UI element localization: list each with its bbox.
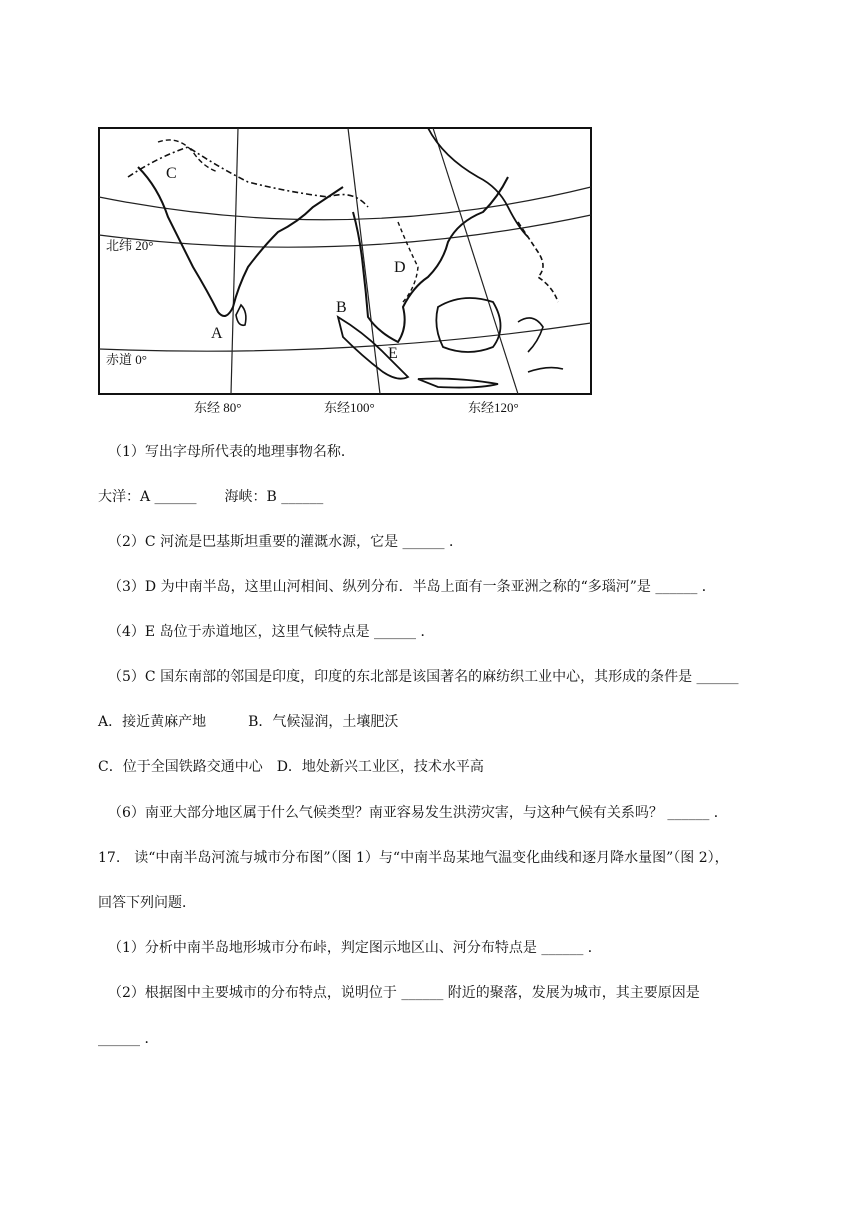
q4-text: （4）E 岛位于赤道地区，这里气候特点是 ______ ． [108, 624, 435, 640]
q17-1-text: （1）分析中南半岛地形城市分布峠，判定图示地区山、河分布特点是 ______ ． [108, 940, 602, 956]
lat-20-label: 北纬 20° [106, 238, 154, 253]
letter-a: A [211, 325, 223, 342]
letter-c: C [166, 165, 177, 182]
equator-label: 赤道 0° [106, 352, 147, 367]
lon-120-label: 东经120° [468, 400, 519, 415]
q2-text: （2）C 河流是巴基斯坦重要的灌溉水源，它是 ______ ． [108, 534, 463, 550]
asia-map-figure [98, 127, 592, 415]
q1-text: （1）写出字母所代表的地理事物名称． [108, 444, 355, 460]
letter-b: B [336, 299, 347, 316]
q1-answer-line: 大洋：A ______ 海峡：B ______ [98, 489, 324, 505]
letter-e: E [388, 345, 398, 362]
q5-text: （5）C 国东南部的邻国是印度，印度的东北部是该国著名的麻纺织工业中心，其形成的条件是 ______ [108, 669, 739, 685]
q6-text: （6）南亚大部分地区属于什么气候类型？南亚容易发生洪涝灾害，与这种气候有关系吗？ ______ ． [108, 805, 728, 821]
q3-text: （3）D 为中南半岛，这里山河相间、纵列分布．半岛上面有一条亚洲之称的“多瑙河”是 ______ ． [108, 579, 716, 595]
lon-100-label: 东经100° [324, 400, 375, 415]
q17-2-continued: ______ ． [98, 1031, 159, 1047]
q17-intro-line2: 回答下列问题． [98, 895, 196, 911]
letter-d: D [394, 259, 406, 276]
q5-option-cd: C．位于全国铁路交通中心 D．地处新兴工业区，技术水平高 [98, 759, 484, 775]
q5-option-ab: A．接近黄麻产地 B．气候湿润，土壤肥沃 [98, 714, 399, 730]
q17-intro-line1: 17. 读“中南半岛河流与城市分布图”（图 1）与“中南半岛某地气温变化曲线和逐月降水量图”（图 2）， [98, 850, 729, 866]
q17-2-text: （2）根据图中主要城市的分布特点，说明位于 ______ 附近的聚落，发展为城市，其主要原因是 [108, 985, 700, 1001]
lon-80-label: 东经 80° [194, 400, 242, 415]
